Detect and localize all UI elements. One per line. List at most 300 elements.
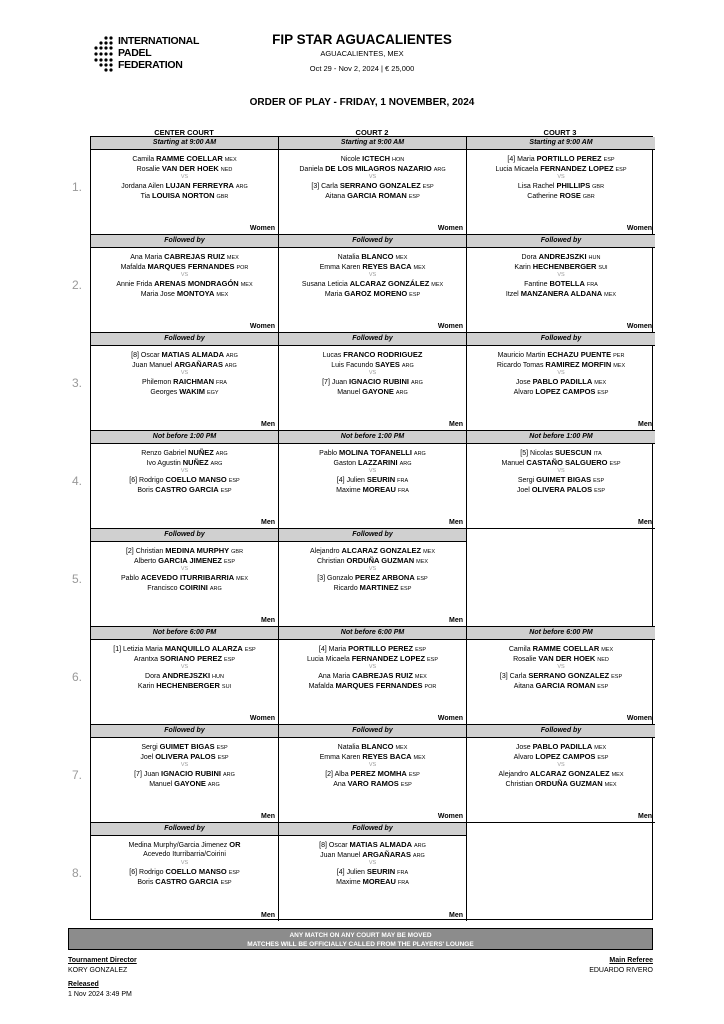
player-line [467,154,655,164]
match-cell [91,823,279,921]
fip-logo [92,34,212,74]
player-first-name: Sergi [141,744,158,751]
player-nationality: MEX [431,282,444,288]
player-line [467,289,655,299]
match-players [279,542,466,593]
player-line [279,681,466,691]
director-name: KORY GONZALEZ [68,967,128,974]
player-last-name: OLIVERA PALOS [531,485,593,494]
player-first-name: Camila [508,646,531,653]
player-nationality: ESP [408,772,420,778]
player-nationality: ARG [207,782,220,788]
player-line [279,671,466,681]
player-nationality: FRA [397,478,409,484]
player-nationality: SUI [598,265,608,271]
player-line [467,475,655,485]
player-nationality: ARG [224,363,237,369]
player-last-name: GARCIA ROMAN [347,191,407,200]
player-last-name: SERRANO GONZALEZ [339,181,421,190]
player-nationality: ESP [611,674,623,680]
player-last-name: CASTRO GARCIA [155,877,219,886]
player-first-name: Maxime [336,879,361,886]
player-line [91,742,278,752]
vs-label: VS [180,664,189,670]
player-first-name: Lucia Micaela [306,656,350,663]
player-nationality: ARG [225,353,238,359]
player-last-name: VAN DER HOEK [538,654,596,663]
player-nationality: MEX [236,576,249,582]
player-last-name: RAMME COELLAR [532,644,600,653]
vs-label: VS [180,272,189,278]
player-seed: [3] [317,575,326,582]
player-first-name: Alejandro [310,548,340,555]
match-time-header: Followed by [91,725,278,738]
player-first-name: Lucas [322,352,342,359]
player-nationality: ESP [416,576,428,582]
player-line [279,556,466,566]
match-time-header: Not before 6:00 PM [279,627,466,640]
player-line [279,191,466,201]
player-last-name: OR [229,840,241,849]
player-last-name: LUJAN FERREYRA [165,181,234,190]
row-number: 2. [71,278,82,292]
player-line [279,850,466,860]
player-line [279,387,466,397]
match-cell [467,627,655,725]
vs-label: VS [180,762,189,768]
player-last-name: PORTILLO PEREZ [536,154,602,163]
player-first-name: Lucia Micaela [495,166,539,173]
player-line [279,769,466,779]
player-nationality: MEX [594,380,607,386]
vs-label: VS [368,174,377,180]
player-first-name: Rodrigo [139,477,164,484]
player-nationality: ESP [593,478,605,484]
match-players [279,150,466,201]
player-line [279,289,466,299]
player-last-name: CABREJAS RUIZ [164,252,225,261]
player-first-name: Christian [135,548,164,555]
player-last-name: MOREAU [362,485,396,494]
player-line [279,164,466,174]
player-nationality: ARG [395,390,408,396]
player-line [279,262,466,272]
player-line [467,742,655,752]
player-last-name: ARGAÑARAS [362,850,411,859]
player-seed: [6] [129,869,138,876]
player-nationality: HON [392,157,405,163]
match-time-header: Followed by [467,333,655,346]
player-last-name: NUÑEZ [182,458,209,467]
player-first-name: Acevedo Iturribarria/Coirini [143,851,226,858]
player-first-name: Renzo Gabriel [141,450,187,457]
player-last-name: ALCARAZ GONZÁLEZ [349,279,430,288]
player-first-name: Karin [137,683,155,690]
match-cell [279,235,467,333]
tournament-director [68,957,137,974]
vs-label: VS [368,762,377,768]
player-last-name: HECHENBERGER [532,262,597,271]
player-line [91,546,278,556]
player-line [279,867,466,877]
player-first-name: Jordana Ailen [121,183,164,190]
vs-label: VS [180,370,189,376]
player-first-name: Itzel [505,291,519,298]
player-first-name: Natalia [337,254,360,261]
match-category: Men [261,617,275,624]
player-line [279,448,466,458]
player-first-name: Manuel [149,781,173,788]
player-first-name: Nicolas [530,450,553,457]
player-last-name: ORDUÑA GUZMAN [346,556,415,565]
player-first-name: Oscar [140,352,160,359]
vs-label: VS [557,468,565,474]
player-first-name: Aitana [325,193,346,200]
match-cell [467,529,655,627]
player-nationality: MEX [414,674,427,680]
player-line [91,850,278,860]
player-first-name: Susana Leticia [301,281,348,288]
player-nationality: MEX [413,755,426,761]
match-category: Men [261,912,275,919]
court-header-2: COURT 2 [355,128,389,137]
player-nationality: MEX [240,282,253,288]
player-last-name: FRANCO RODRIGUEZ [343,350,423,359]
match-time-header: Not before 6:00 PM [91,627,278,640]
player-line [91,779,278,789]
player-last-name: VARO RAMOS [347,779,399,788]
released-info [68,981,132,998]
player-seed: [2] [125,548,134,555]
player-line [91,387,278,397]
row-number: 6. [71,670,82,684]
player-first-name: Juan Manuel [132,362,173,369]
match-cell [91,137,279,235]
player-line [279,546,466,556]
player-line [91,377,278,387]
player-last-name: ANDREJSZKI [538,252,587,261]
player-first-name: Manuel [501,460,525,467]
match-time-header: Starting at 9:00 AM [467,137,655,150]
player-first-name: Rosalie [136,166,160,173]
player-nationality: ESP [220,488,232,494]
player-line [91,644,278,654]
player-last-name: MATIAS ALMADA [349,840,412,849]
player-last-name: GAROZ MORENO [344,289,408,298]
row-number: 4. [71,474,82,488]
player-line [91,573,278,583]
player-seed: [8] [131,352,139,359]
match-cell [91,725,279,823]
player-nationality: ARG [401,363,414,369]
player-last-name: COELLO MANSO [165,475,227,484]
player-seed: [1] [113,646,122,653]
player-nationality: MEX [601,647,614,653]
vs-label: VS [368,566,377,572]
player-last-name: MATIAS ALMADA [161,350,224,359]
player-first-name: Karin [514,264,531,271]
player-last-name: MONTOYA [176,289,215,298]
player-line [467,377,655,387]
player-nationality: ARG [433,167,446,173]
match-time-header: Followed by [91,529,278,542]
match-cell [91,235,279,333]
player-last-name: NUÑEZ [187,448,214,457]
player-line [467,181,655,191]
player-first-name: Christian [505,781,534,788]
player-nationality: ESP [223,559,235,565]
player-nationality: ESP [244,647,256,653]
player-last-name: ALCARAZ GONZALEZ [530,769,610,778]
match-time-header: Followed by [467,725,655,738]
player-line [279,742,466,752]
player-line [279,573,466,583]
player-nationality: POR [424,684,437,690]
player-line [91,752,278,762]
player-seed: [3] [499,673,508,680]
match-time-header: Starting at 9:00 AM [91,137,278,150]
match-category: Women [626,323,652,330]
player-last-name: FERNANDEZ LOPEZ [351,654,426,663]
player-line [467,262,655,272]
match-cell [279,333,467,431]
player-nationality: MEX [604,292,617,298]
match-players [91,640,278,691]
match-category: Women [249,715,275,722]
player-first-name: Philemon [142,379,172,386]
fip-logo-icon [92,34,116,74]
match-cell [467,431,655,529]
match-time-header: Followed by [279,529,466,542]
player-first-name: Jose [515,744,531,751]
match-players [279,738,466,789]
player-line [279,779,466,789]
player-first-name: Alejandro [498,771,529,778]
match-time-header: Followed by [279,725,466,738]
match-category: Women [437,813,463,820]
player-seed: [4] [507,156,516,163]
match-category: Men [638,421,652,428]
player-last-name: ROSE [559,191,581,200]
match-time-header: Followed by [279,823,466,836]
player-seed: [8] [319,842,327,849]
player-first-name: Maria [324,291,343,298]
player-last-name: ARENAS MONDRAGÓN [154,279,239,288]
player-first-name: Lisa Rachel [517,183,555,190]
player-line [279,644,466,654]
vs-label: VS [557,174,565,180]
player-line [279,475,466,485]
match-category: Men [638,519,652,526]
match-cell [91,529,279,627]
player-last-name: SEURIN [366,867,396,876]
match-players [279,836,466,887]
player-first-name: Alba [334,771,349,778]
player-nationality: FRA [397,488,409,494]
player-line [91,769,278,779]
director-label: Tournament Director [68,957,137,964]
player-nationality: MEX [604,782,617,788]
player-line [91,262,278,272]
player-nationality: GBR [231,549,244,555]
player-nationality: ARG [235,184,248,190]
player-nationality: ESP [597,684,609,690]
player-line [279,752,466,762]
player-last-name: GAYONE [362,387,394,396]
player-first-name: Joel [516,487,530,494]
player-last-name: GARCIA JIMENEZ [158,556,223,565]
player-last-name: MARQUES FERNANDES [335,681,423,690]
player-seed: [5] [520,450,529,457]
player-nationality: MEX [416,559,429,565]
tournament-location: AGUACALIENTES, MEX [320,49,404,58]
player-first-name: Letizia Maria [123,646,163,653]
player-nationality: GBR [592,184,605,190]
player-seed: [4] [318,646,327,653]
match-players [91,346,278,397]
match-players [467,640,655,691]
match-players [91,150,278,201]
player-first-name: Juan [143,771,160,778]
tournament-dates: Oct 29 - Nov 2, 2024 | € 25,000 [309,64,415,73]
notice-line1: ANY MATCH ON ANY COURT MAY BE MOVED [289,932,432,939]
player-first-name: Nicole [340,156,361,163]
player-line [467,387,655,397]
match-players [91,836,278,887]
player-last-name: RAICHMAN [173,377,215,386]
match-players [467,444,655,495]
match-time-header: Followed by [467,235,655,248]
player-nationality: MEX [224,157,237,163]
player-first-name: Camila [132,156,155,163]
player-first-name: Luis Facundo [331,362,374,369]
player-nationality: HUN [588,255,601,261]
player-seed: [4] [336,869,345,876]
player-last-name: MOLINA TOFANELLI [339,448,412,457]
row-number: 5. [71,572,82,586]
player-line [91,154,278,164]
player-last-name: PEREZ ARBONA [355,573,415,582]
player-line [467,458,655,468]
player-first-name: Maria Jose [140,291,175,298]
player-nationality: GBR [216,194,229,200]
court-header-3: COURT 3 [543,128,577,137]
player-last-name: OLIVERA PALOS [155,752,216,761]
player-nationality: MEX [395,255,408,261]
player-nationality: NED [220,167,233,173]
player-first-name: Julien [346,477,365,484]
player-line [91,867,278,877]
player-last-name: GARCIA ROMAN [535,681,596,690]
match-category: Men [449,421,463,428]
player-last-name: IGNACIO RUBINI [349,377,409,386]
player-last-name: MARQUES FERNANDES [147,262,235,271]
player-first-name: Ana Maria [130,254,163,261]
vs-label: VS [557,762,565,768]
player-nationality: ARG [410,380,423,386]
player-line [91,475,278,485]
player-line [279,840,466,850]
match-cell [467,235,655,333]
player-line [279,360,466,370]
player-last-name: IGNACIO RUBINI [161,769,221,778]
player-nationality: ARG [412,853,425,859]
player-last-name: SERRANO GONZALEZ [528,671,610,680]
player-first-name: Dora [521,254,537,261]
player-last-name: GUIMET BIGAS [536,475,592,484]
match-category: Men [449,519,463,526]
player-nationality: PER [613,353,625,359]
player-last-name: SAYES [375,360,400,369]
player-line [91,252,278,262]
player-first-name: Oscar [328,842,348,849]
match-cell [279,725,467,823]
player-nationality: FRA [215,380,227,386]
player-last-name: CABREJAS RUIZ [352,671,413,680]
match-cell [91,431,279,529]
player-line [279,877,466,887]
player-line [91,279,278,289]
player-first-name: Ana Maria [318,673,351,680]
player-first-name: Pablo [120,575,139,582]
org-name-line3: FEDERATION [118,59,183,71]
player-line [279,583,466,593]
match-category: Women [626,715,652,722]
vs-label: VS [368,860,377,866]
player-first-name: Sergi [517,477,535,484]
player-first-name: Carla [509,673,527,680]
order-of-play-title: ORDER OF PLAY - FRIDAY, 1 NOVEMBER, 2024 [249,97,475,108]
player-last-name: COIRINI [179,583,208,592]
match-players [467,248,655,299]
match-cell [467,137,655,235]
match-category: Men [261,519,275,526]
player-last-name: BOTELLA [549,279,585,288]
player-nationality: ESP [228,870,240,876]
player-line [467,164,655,174]
player-line [91,360,278,370]
match-category: Men [449,912,463,919]
player-nationality: ARG [413,843,426,849]
player-last-name: MOREAU [362,877,396,886]
match-time-header: Not before 1:00 PM [91,431,278,444]
player-nationality: ESP [408,194,420,200]
player-first-name: Alvaro [513,754,534,761]
match-category: Women [437,323,463,330]
player-nationality: ARG [209,586,222,592]
player-first-name: Catherine [527,193,558,200]
player-nationality: FRA [586,282,598,288]
match-cell [279,529,467,627]
player-nationality: ARG [210,461,223,467]
player-seed: [4] [336,477,345,484]
referee-label: Main Referee [609,957,653,964]
player-last-name: COELLO MANSO [165,867,227,876]
row-number: 8. [71,866,82,880]
player-first-name: Christian [316,558,345,565]
player-last-name: GUIMET BIGAS [159,742,215,751]
match-category: Women [249,225,275,232]
player-last-name: RAMME COELLAR [156,154,223,163]
player-line [279,252,466,262]
match-players [467,150,655,201]
player-last-name: LAZZARINI [358,458,398,467]
player-first-name: Carla [321,183,338,190]
player-last-name: PHILLIPS [556,181,591,190]
player-last-name: MANQUILLO ALARZA [164,644,243,653]
player-last-name: VAN DER HOEK [161,164,219,173]
match-cell [467,333,655,431]
